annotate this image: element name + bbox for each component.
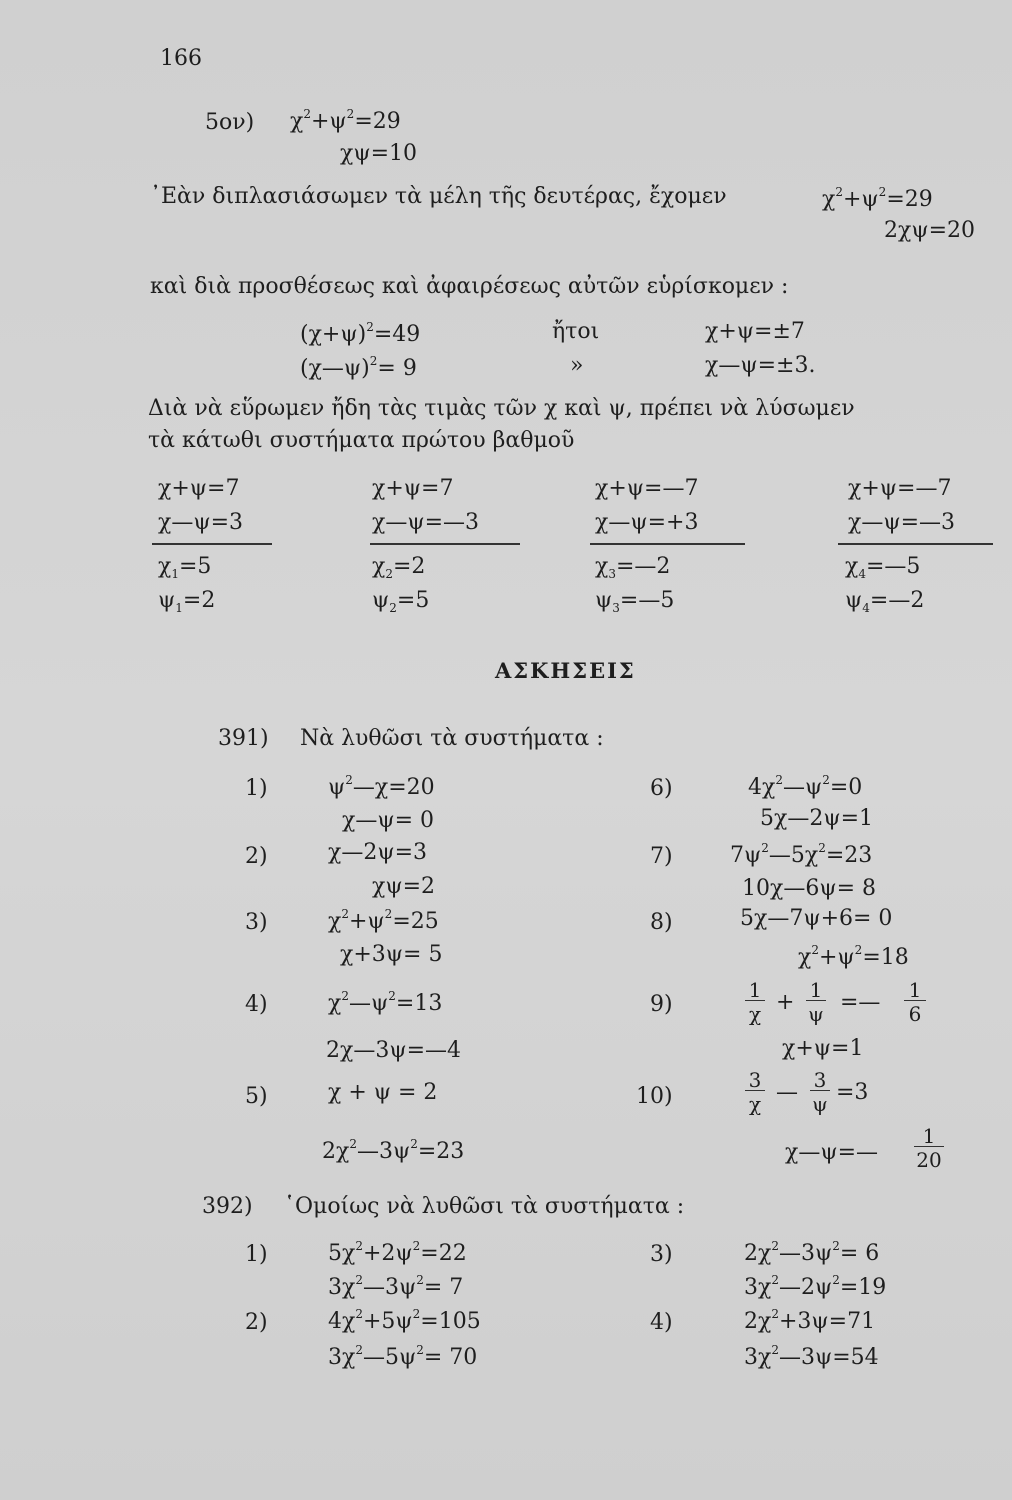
ex392-1-a: $5\chi^2+2\psi^2=22$ [328,1239,467,1266]
ex391-4-num: 4) [245,992,268,1017]
example-eq2: χψ=10 [340,141,418,166]
exercises-heading: ΑΣΚΗΣΕΙΣ [495,658,636,683]
ex391-10-b-prefix: χ—ψ=— [785,1140,879,1165]
ex392-2-num: 2) [245,1310,268,1335]
ex391-intro: Νὰ λυθῶσι τὰ συστήματα : [300,726,604,751]
system-1-rule [152,543,272,545]
ex391-10-num: 10) [636,1084,673,1109]
ex391-2-num: 2) [245,844,268,869]
diff-root: χ—ψ=±3. [705,353,816,378]
ex391-9-frac-1-den: χ [748,1002,762,1026]
ex392-intro: ῾Ομοίως νὰ λυθῶσι τὰ συστήματα : [284,1194,685,1219]
ex391-9-frac-1 [745,980,765,1024]
ex391-label: 391) [218,726,269,751]
system-1-eq-a: χ+ψ=7 [158,476,240,501]
ex392-4-a: $2\chi^2+3\psi=71$ [744,1307,876,1334]
system-4-y: $\psi_4=—2$ [845,588,925,615]
ex391-10-equals: =3 [836,1080,869,1105]
ex391-8-a: 5χ—7ψ+6= 0 [740,906,893,931]
ex391-10-frac-2-num: 3 [810,1070,830,1091]
ex391-7-b: 10χ—6ψ= 8 [742,876,876,901]
ex391-5-a: χ + ψ = 2 [328,1080,438,1105]
ex391-3-a: $\chi^2+\psi^2=25$ [328,907,439,934]
system-4-x: $\chi_4=—5$ [845,554,921,581]
ex391-10-b-frac-num: 1 [914,1126,944,1147]
ex391-10-frac-2-den: ψ [812,1092,828,1116]
sentence-doubling: ᾿Εὰν διπλασιάσωμεν τὰ μέλη τῆς δευτέρας, ἔχομεν [150,184,727,209]
ex391-9-frac-3-den: 6 [908,1002,922,1026]
ex391-7-num: 7) [650,844,673,869]
ex391-10-frac-2 [810,1070,830,1114]
system-3-eq-a: χ+ψ=—7 [595,476,699,501]
ex391-2-b: χψ=2 [372,874,436,899]
ex391-9-frac-2-den: ψ [808,1002,824,1026]
diff-squared: (χ—ψ)$^2$= 9 [300,354,417,381]
ex392-4-b: $3\chi^2—3\psi=54$ [744,1343,879,1370]
ex391-3-num: 3) [245,910,268,935]
ex391-9-frac-2 [806,980,826,1024]
ex392-3-b: $3\chi^2—2\psi^2=19$ [744,1273,887,1300]
ex391-9-b: χ+ψ=1 [782,1036,864,1061]
system-4-eq-b: χ—ψ=—3 [848,510,956,535]
system-2-x: $\chi_2=2$ [372,554,426,581]
ex391-9-num: 9) [650,992,673,1017]
ex392-1-b: $3\chi^2—3\psi^2= 7$ [328,1273,464,1300]
system-4-rule [838,543,993,545]
example-label: 5ον) [205,110,255,135]
ex392-2-a: $4\chi^2+5\psi^2=105$ [328,1307,481,1334]
ex391-5-b: $2\chi^2—3\psi^2=23$ [322,1137,465,1164]
ex391-6-a: $4\chi^2—\psi^2=0$ [748,773,863,800]
ex391-10-b-frac-den: 20 [916,1148,942,1172]
sentence-find-values-2: τὰ κάτωθι συστήματα πρώτου βαθμοῦ [148,428,575,453]
page-number: 166 [160,46,202,71]
ex391-1-b: χ—ψ= 0 [342,808,435,833]
system-3-y: $\psi_3=—5$ [595,588,675,615]
system-3-rule [590,543,745,545]
example-eq1: $\chi^2+\psi^2=29$ [290,107,401,134]
ex391-4-a: $\chi^2—\psi^2=13$ [328,989,443,1016]
doubled-eq1: $\chi^2+\psi^2=29$ [822,185,933,212]
ex392-label: 392) [202,1194,253,1219]
ex392-4-num: 4) [650,1310,673,1335]
ex391-3-b: χ+3ψ= 5 [340,942,443,967]
system-2-rule [370,543,520,545]
system-1-eq-b: χ—ψ=3 [158,510,244,535]
ex392-2-b: $3\chi^2—5\psi^2= 70$ [328,1343,478,1370]
ex391-9-frac-1-num: 1 [745,980,765,1001]
sentence-add-subtract: καὶ διὰ προσθέσεως καὶ ἀφαιρέσεως αὐτῶν εὑρίσκομεν : [150,274,789,299]
system-2-y: $\psi_2=5$ [372,588,430,615]
system-4-eq-a: χ+ψ=—7 [848,476,952,501]
ex391-6-b: 5χ—2ψ=1 [760,806,874,831]
etoi-word: ἤτοι [552,319,600,344]
ex391-9-frac-3 [904,980,926,1024]
ex391-10-frac-1-num: 3 [745,1070,765,1091]
doubled-eq2: 2χψ=20 [884,218,976,243]
system-2-eq-b: χ—ψ=—3 [372,510,480,535]
ex391-2-a: χ—2ψ=3 [328,840,428,865]
ex391-9-plus: + [776,990,795,1015]
system-1-x: $\chi_1=5$ [158,554,212,581]
ex391-5-num: 5) [245,1084,268,1109]
ex392-3-a: $2\chi^2—3\psi^2= 6$ [744,1239,880,1266]
ex391-8-b: $\chi^2+\psi^2=18$ [798,943,909,970]
ex392-3-num: 3) [650,1242,673,1267]
ex391-8-num: 8) [650,910,673,935]
ex391-1-num: 1) [245,776,268,801]
system-3-x: $\chi_3=—2$ [595,554,671,581]
ex391-4-b: 2χ—3ψ=—4 [326,1038,462,1063]
system-1-y: $\psi_1=2$ [158,588,216,615]
ex391-7-a: $7\psi^2—5\chi^2=23$ [730,841,873,868]
ex391-9-frac-3-num: 1 [904,980,926,1001]
ditto-mark: » [570,353,584,378]
sum-squared: $(\chi+\psi)^2=49$ [300,320,421,347]
ex391-10-frac-1 [745,1070,765,1114]
ex391-9-frac-2-num: 1 [806,980,826,1001]
ex391-1-a: $\psi^2—\chi=20$ [328,773,435,800]
ex391-10-b-frac [914,1126,944,1170]
ex391-6-num: 6) [650,776,673,801]
ex391-10-minus: — [776,1080,798,1105]
system-2-eq-a: χ+ψ=7 [372,476,454,501]
sum-root: χ+ψ=±7 [705,319,805,344]
ex391-10-frac-1-den: χ [748,1092,762,1116]
ex391-9-equals: =— [840,990,881,1015]
ex392-1-num: 1) [245,1242,268,1267]
sentence-find-values-1: Διὰ νὰ εὕρωμεν ἤδη τὰς τιμὰς τῶν χ καὶ ψ, πρέπει νὰ λύσωμεν [148,396,855,421]
system-3-eq-b: χ—ψ=+3 [595,510,699,535]
